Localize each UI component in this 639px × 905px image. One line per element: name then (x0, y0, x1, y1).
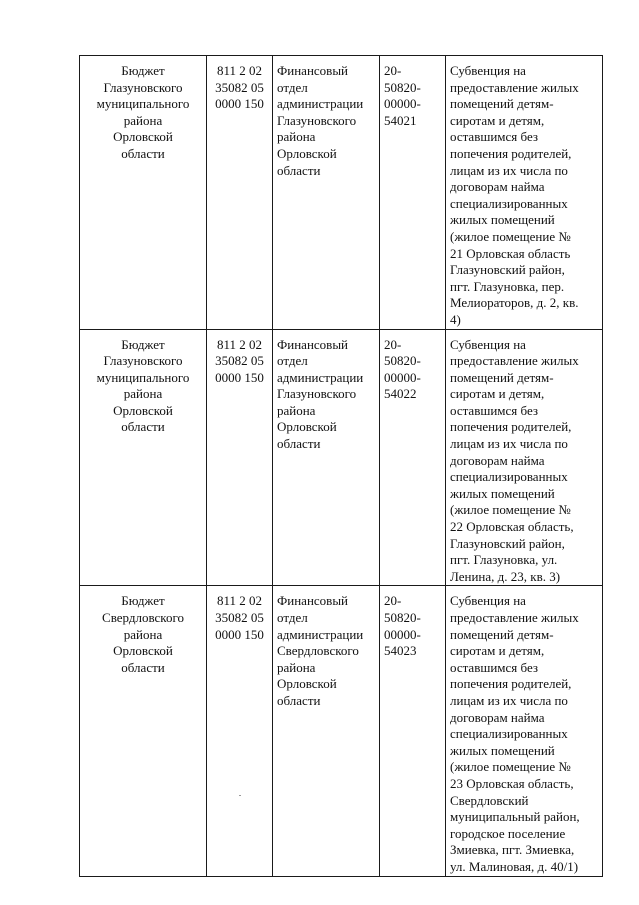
budget-name-cell (80, 329, 207, 586)
target-code-cell (380, 586, 446, 876)
revenue-code-cell (207, 329, 273, 586)
administrator-cell (273, 56, 380, 330)
purpose-cell (446, 56, 603, 330)
administrator-text: Финансовый отдел администрации Глазуновского района Орловской области (277, 336, 364, 452)
budget-name-text: Бюджет Свердловского района Орловской области (102, 593, 184, 675)
revenue-code-text: 811 2 02 35082 05 0000 150 (215, 336, 264, 385)
revenue-code-cell (207, 56, 273, 330)
table-row (80, 56, 603, 330)
budget-name-cell (80, 586, 207, 876)
budget-name-text: Бюджет Глазуновского муниципального района Орловской области (96, 336, 190, 435)
scan-speck (239, 795, 241, 796)
target-code-text: 20- 50820- 00000- 54022 (384, 336, 421, 402)
target-code-cell (380, 56, 446, 330)
purpose-cell (446, 329, 603, 586)
purpose-text: Субвенция на предоставление жилых помещений детям- сиротам и детям, оставшимся без попечения родителей, лицам из их числа по договорам найма специализированных жилых помещений (жилое помещение № 23 Орловская область, Свердловский муниципальный район, городское поселение Змиевка, пгт. Змиевка, ул. Малиновая, д. 40/1) (450, 593, 580, 874)
administrator-cell (273, 586, 380, 876)
target-code-cell (380, 329, 446, 586)
purpose-text: Субвенция на предоставление жилых помещений детям- сиротам и детям, оставшимся без попечения родителей, лицам из их числа по договорам найма специализированных жилых помещений (жилое помещение № 22 Орловская область, Глазуновский район, пгт. Глазуновка, ул. Ленина, д. 23, кв. 3) (450, 336, 579, 584)
administrator-text: Финансовый отдел администрации Свердловского района Орловской области (277, 593, 364, 708)
target-code-text: 20- 50820- 00000- 54023 (384, 593, 421, 659)
budget-name-text: Бюджет Глазуновского муниципального района Орловской области (96, 63, 190, 161)
purpose-cell (446, 586, 603, 876)
purpose-text: Субвенция на предоставление жилых помещений детям- сиротам и детям, оставшимся без попечения родителей, лицам из их числа по договорам найма специализированных жилых помещений (жилое помещение № 21 Орловская область Глазуновский район, пгт. Глазуновка, пер. Мелиораторов, д. 2, кв. 4) (450, 63, 579, 327)
target-code-text: 20- 50820- 00000- 54021 (384, 63, 421, 128)
table-row (80, 329, 603, 586)
revenue-code-text: 811 2 02 35082 05 0000 150 (215, 63, 264, 112)
administrator-text: Финансовый отдел администрации Глазуновского района Орловской области (277, 63, 364, 178)
budget-name-cell (80, 56, 207, 330)
administrator-cell (273, 329, 380, 586)
revenue-code-text: 811 2 02 35082 05 0000 150 (215, 593, 264, 642)
table-row (80, 586, 603, 876)
budget-allocation-table (79, 55, 603, 877)
revenue-code-cell (207, 586, 273, 876)
